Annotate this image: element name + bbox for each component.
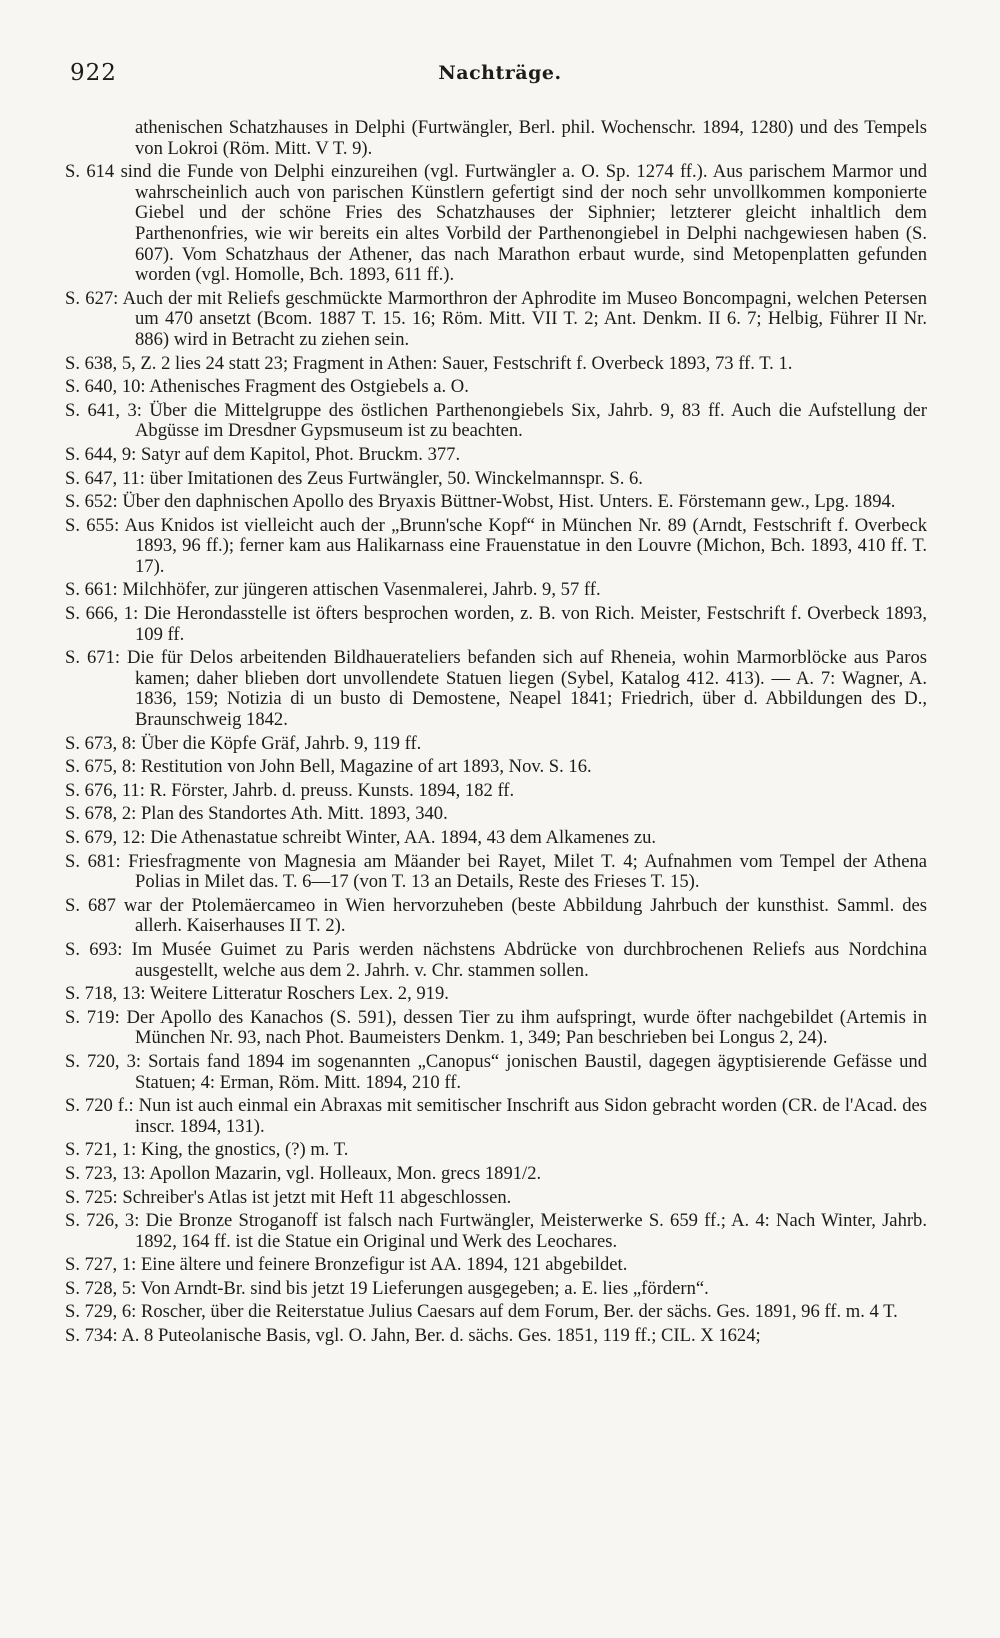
entry-text: sind die Funde von Delphi einzureihen (vgl. Furtwängler a. O. Sp. 1274 ff.). Aus parischem Marmor und wahrscheinlich auch von parischen Künstlern gefertigt sind der noch sehr unvollkommen komponierte Giebel und der schöne Fries des Schatzhauses der Siphnier; letzterer gleicht inhaltlich dem Parthenonfries, wie wir bereits ein altes Vorbild der Parthenongiebel in Delphi nachgewiesen haben (S. 607). Vom Schatzhaus der Athener, das nach Marathon erbaut wurde, sind Metopenplatten gefunden worden (vgl. Homolle, Bch. 1893, 611 ff.). xyxy=(120,161,927,286)
entry-text: Über die Köpfe Gräf, Jahrb. 9, 119 ff. xyxy=(140,732,422,754)
entry-text: R. Förster, Jahrb. d. preuss. Kunsts. 1894, 182 ff. xyxy=(149,779,515,801)
addendum-entry xyxy=(65,1164,927,1185)
entry-text: King, the gnostics, (?) m. T. xyxy=(140,1139,349,1161)
entry-text: Apollon Mazarin, vgl. Holleaux, Mon. grecs 1891/2. xyxy=(149,1162,542,1184)
addendum-entry xyxy=(65,1140,927,1161)
entry-reference: S. 640, 10: xyxy=(65,376,146,398)
entry-text: Von Arndt-Br. sind bis jetzt 19 Lieferungen ausgegeben; a. E. lies „fördern“. xyxy=(140,1277,709,1299)
entry-reference: S. 673, 8: xyxy=(65,732,137,754)
entry-text: Athenisches Fragment des Ostgiebels a. O. xyxy=(149,376,469,398)
entry-text: A. 8 Puteolanische Basis, vgl. O. Jahn, Ber. d. sächs. Ges. 1851, 119 ff.; CIL. X 1624; xyxy=(121,1325,761,1347)
addendum-entry xyxy=(65,984,927,1005)
entry-text: Über die Mittelgruppe des östlichen Parthenongiebels Six, Jahrb. 9, 83 ff. Auch die Aufstellung der Abgüsse im Dresdner Gypsmuseum ist zu beachten. xyxy=(135,399,927,442)
entry-text: Der Apollo des Kanachos (S. 591), dessen Tier zu ihm aufspringt, wurde öfter nachgebildet (Artemis in München Nr. 93, nach Phot. Baumeisters Denkm. 1, 349; Pan beschrieben bei Longus 2, 24). xyxy=(126,1006,928,1049)
entry-reference: S. 734: xyxy=(65,1325,118,1347)
addendum-entry xyxy=(65,354,927,375)
addendum-entry xyxy=(65,940,927,981)
addendum-entry xyxy=(65,896,927,937)
entry-reference: S. 655: xyxy=(65,514,120,536)
entry-text: Über den daphnischen Apollo des Bryaxis Büttner-Wobst, Hist. Unters. E. Förstemann gew., Lpg. 1894. xyxy=(122,491,896,513)
addendum-entry xyxy=(65,1096,927,1137)
entry-text: Im Musée Guimet zu Paris werden nächstens Abdrücke von durchbrochenen Reliefs aus Nordchina ausgestellt, welche aus dem 2. Jahrh. v. Chr. stammen sollen. xyxy=(131,938,927,981)
entry-reference: S. 647, 11: xyxy=(65,467,145,489)
addendum-entry xyxy=(65,1211,927,1252)
addendum-entry xyxy=(65,828,927,849)
addendum-entry xyxy=(65,580,927,601)
entry-reference: S. 729, 6: xyxy=(65,1301,137,1323)
page-number: 922 xyxy=(70,60,117,86)
entry-reference: S. 723, 13: xyxy=(65,1162,146,1184)
entry-reference: S. 720, 3: xyxy=(65,1050,142,1072)
entry-text: Nun ist auch einmal ein Abraxas mit semitischer Inschrift aus Sidon gebracht worden (CR. de l'Acad. des inscr. 1894, 131). xyxy=(135,1095,927,1137)
addendum-entry xyxy=(65,445,927,466)
entry-reference: S. 721, 1: xyxy=(65,1139,137,1161)
entry-text: Die Herondasstelle ist öfters besprochen worden, z. B. von Rich. Meister, Festschrift f. Overbeck 1893, 109 ff. xyxy=(135,603,928,645)
entry-reference: S. 676, 11: xyxy=(65,779,145,801)
entry-reference: S. 652: xyxy=(65,491,118,513)
entry-text: lies 24 statt 23; Fragment in Athen: Sauer, Festschrift f. Overbeck 1893, 73 ff. T. 1. xyxy=(175,352,793,374)
entry-reference: S. 725: xyxy=(65,1186,118,1208)
entry-text: Auch der mit Reliefs geschmückte Marmorthron der Aphrodite im Museo Boncompagni, welchen Petersen um 470 ansetzt (Bcom. 1887 T. 15. 16; Röm. Mitt. VII T. 2; Ant. Denkm. II 6. 7; Helbig, Führer II Nr. 886) wird in Betracht zu ziehen sein. xyxy=(122,287,927,350)
entry-text: Milchhöfer, zur jüngeren attischen Vasenmalerei, Jahrb. 9, 57 ff. xyxy=(122,579,601,601)
entry-reference: S. 718, 13: xyxy=(65,983,146,1005)
addendum-entry xyxy=(65,516,927,578)
entry-text: Satyr auf dem Kapitol, Phot. Bruckm. 377. xyxy=(140,443,461,465)
entry-text: Sortais fand 1894 im sogenannten „Canopus“ jonischen Baustil, dagegen ägyptisierende Gefässe und Statuen; 4: Erman, Röm. Mitt. 1894, 210 ff. xyxy=(135,1050,927,1093)
entry-reference: S. 638, 5, Z. 2 xyxy=(65,352,171,374)
addendum-entry xyxy=(65,118,927,159)
entry-text: Roscher, über die Reiterstatue Julius Caesars auf dem Forum, Ber. der sächs. Ges. 1891, 96 ff. m. 4 T. xyxy=(140,1301,898,1323)
entry-reference: S. 627: xyxy=(65,287,119,309)
addendum-entry xyxy=(65,401,927,442)
entry-reference: S. 678, 2: xyxy=(65,803,137,825)
entry-reference: S. 661: xyxy=(65,579,118,601)
document-body xyxy=(65,118,927,1350)
entry-text: Weitere Litteratur Roschers Lex. 2, 919. xyxy=(149,983,449,1005)
entry-text: Friesfragmente von Magnesia am Mäander bei Rayet, Milet T. 4; Aufnahmen vom Tempel der Athena Polias in Milet das. T. 6—17 (von T. 13 an Details, Reste des Frieses T. 15). xyxy=(128,850,928,893)
entry-reference: S. 728, 5: xyxy=(65,1277,137,1299)
entry-text: athenischen Schatzhauses in Delphi (Furtwängler, Berl. phil. Wochenschr. 1894, 1280) und des Tempels von Lokroi (Röm. Mitt. V T. 9). xyxy=(135,117,927,159)
addendum-entry xyxy=(65,852,927,893)
page-header xyxy=(70,52,930,92)
addendum-entry xyxy=(65,469,927,490)
entry-text: Eine ältere und feinere Bronzefigur ist AA. 1894, 121 abgebildet. xyxy=(140,1254,628,1276)
entry-text: war der Ptolemäercameo in Wien hervorzuheben (beste Abbildung Jahrbuch der kunsthist. Samml. des allerh. Kaiserhauses II T. 2). xyxy=(123,894,927,937)
addendum-entry xyxy=(65,1008,927,1049)
addendum-entry xyxy=(65,804,927,825)
entry-text: Die für Delos arbeitenden Bildhauerateliers befanden sich auf Rheneia, wohin Marmorblöcke aus Paros kamen; daher blieben dort unvollendete Statuen liegen (Sybel, Katalog 412. 413). — A. 7: Wagner, A. 1836, 159; Notizia di un busto di Demostene, Neapel 1841; Friedrich, über d. Abbildungen des D., Braunschweig 1842. xyxy=(127,647,927,731)
entry-reference: S. 666, 1: xyxy=(65,603,139,625)
addendum-entry xyxy=(65,757,927,778)
addendum-entry xyxy=(65,377,927,398)
entry-reference: S. 671: xyxy=(65,647,121,669)
addendum-entry xyxy=(65,1188,927,1209)
entry-text: über Imitationen des Zeus Furtwängler, 50. Winckelmannspr. S. 6. xyxy=(149,467,643,489)
entry-reference: S. 726, 3: xyxy=(65,1210,140,1232)
entry-text: Plan des Standortes Ath. Mitt. 1893, 340. xyxy=(140,803,448,825)
addendum-entry xyxy=(65,604,927,645)
entry-reference: S. 644, 9: xyxy=(65,443,137,465)
addendum-entry xyxy=(65,1302,927,1323)
running-title: Nachträge. xyxy=(438,62,562,84)
entry-reference: S. 720 f.: xyxy=(65,1095,134,1117)
entry-reference: S. 614 xyxy=(65,161,115,183)
entry-text: Schreiber's Atlas ist jetzt mit Heft 11 abgeschlossen. xyxy=(122,1186,512,1208)
entry-text: Aus Knidos ist vielleicht auch der „Brunn'sche Kopf“ in München Nr. 89 (Arndt, Festschrift f. Overbeck 1893, 96 ff.); ferner kam aus Halikarnass eine Frauenstatue in den Louvre (Michon, Bch. 1893, 410 ff. T. 17). xyxy=(124,514,927,577)
entry-reference: S. 719: xyxy=(65,1006,120,1028)
entry-reference: S. 641, 3: xyxy=(65,399,142,421)
entry-reference: S. 687 xyxy=(65,894,116,916)
addendum-entry xyxy=(65,1052,927,1093)
entry-reference: S. 675, 8: xyxy=(65,756,137,778)
entry-text: Die Bronze Stroganoff ist falsch nach Furtwängler, Meisterwerke S. 659 ff.; A. 4: Nach Winter, Jahrb. 1892, 164 ff. ist die Statue ein Original und Werk des Leochares. xyxy=(135,1210,927,1252)
entry-text: Die Athenastatue schreibt Winter, AA. 1894, 43 dem Alkamenes zu. xyxy=(150,827,657,848)
addendum-entry xyxy=(65,162,927,286)
entry-reference: S. 679, 12: xyxy=(65,827,146,848)
entry-text: Restitution von John Bell, Magazine of art 1893, Nov. S. 16. xyxy=(140,756,592,778)
addendum-entry xyxy=(65,781,927,802)
entry-reference: S. 681: xyxy=(65,850,121,872)
entry-reference: S. 693: xyxy=(65,938,123,960)
addendum-entry xyxy=(65,648,927,730)
addendum-entry xyxy=(65,1279,927,1300)
addendum-entry xyxy=(65,1326,927,1347)
addendum-entry xyxy=(65,492,927,513)
addendum-entry xyxy=(65,1255,927,1276)
addendum-entry xyxy=(65,289,927,351)
addendum-entry xyxy=(65,734,927,755)
entry-reference: S. 727, 1: xyxy=(65,1254,137,1276)
